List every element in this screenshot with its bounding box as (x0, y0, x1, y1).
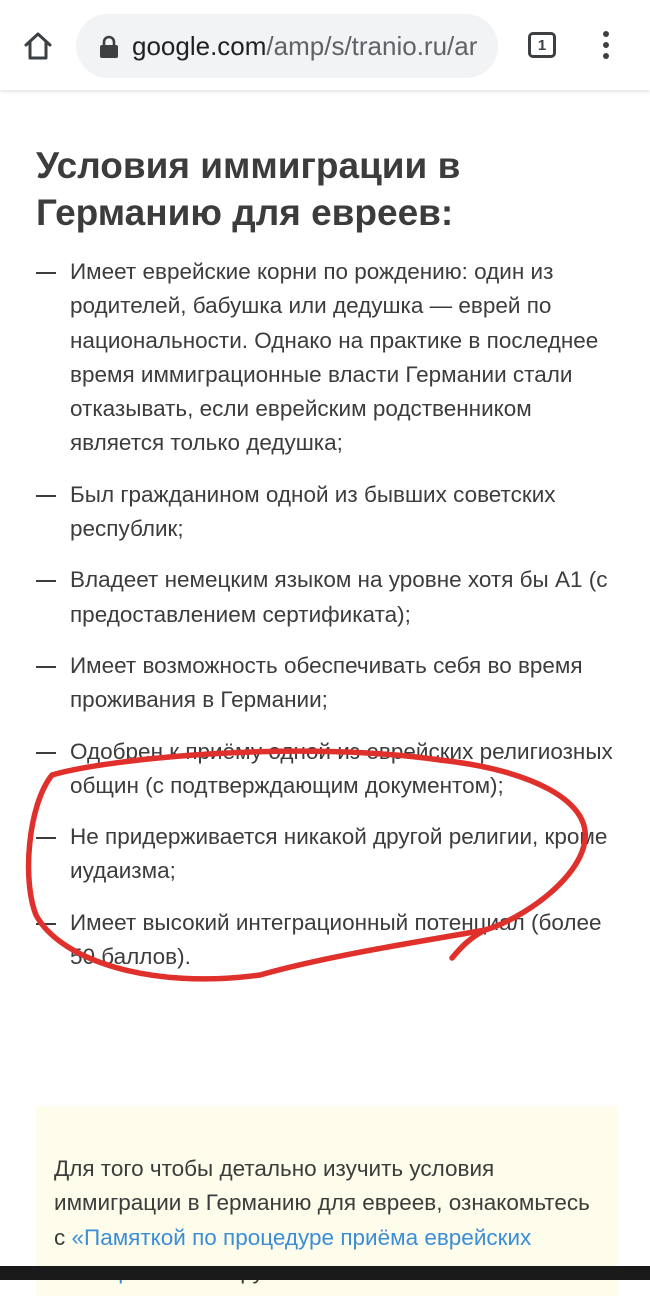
memo-link[interactable]: «Памяткой по процедуре приёма еврейских (71, 1224, 532, 1250)
tab-count: 1 (537, 36, 547, 54)
list-item (36, 478, 616, 547)
note-text-before: Для того чтобы детально изучить условия иммиграции в Германию для евреев, ознакомьтесь с (54, 1156, 590, 1250)
address-bar[interactable] (76, 14, 498, 78)
list-item-text: Не придерживается никакой другой религии, кроме иудаизма; (70, 824, 608, 884)
browser-toolbar (0, 0, 650, 90)
home-icon (22, 30, 54, 62)
list-item (36, 563, 616, 632)
more-menu-icon[interactable] (594, 28, 618, 64)
list-item (36, 820, 616, 889)
system-navigation-bar (0, 1266, 650, 1280)
lock-icon (98, 35, 120, 59)
section-heading: Условия иммиграции в Германию для евреев: (36, 145, 461, 233)
list-item-text: Владеет немецким языком на уровне хотя бы А1 (с предоставлением сертификата); (70, 567, 608, 627)
url-domain: google.com (132, 31, 267, 61)
conditions-list (36, 255, 616, 991)
list-item-text: Имеет высокий интеграционный потенциал (более 50 баллов). (70, 909, 602, 970)
list-item-text: Имеет возможность обеспечивать себя во время проживания в Германии; (70, 652, 583, 713)
list-item (36, 735, 616, 804)
list-item (36, 255, 616, 461)
url-text (132, 31, 488, 61)
list-item (36, 649, 616, 718)
home-button[interactable] (18, 26, 58, 66)
list-item-text: Имеет еврейские корни по рождению: один из родителей, бабушка или дедушка — еврей по национальности. Однако на практике в последнее время иммиграционные власти Германии стали отказывать, если еврейским родственником является только дедушка; (70, 259, 599, 456)
tab-switcher-button[interactable] (528, 32, 556, 58)
list-item-text: Одобрен к приёму одной из еврейских религиозных общин (с подтверждающим документом); (70, 738, 613, 798)
url-path: /amp/s/tranio.ru/ar (266, 31, 478, 61)
list-item-text: Был гражданином одной из бывших советских республик; (70, 481, 556, 542)
list-item (36, 906, 616, 975)
